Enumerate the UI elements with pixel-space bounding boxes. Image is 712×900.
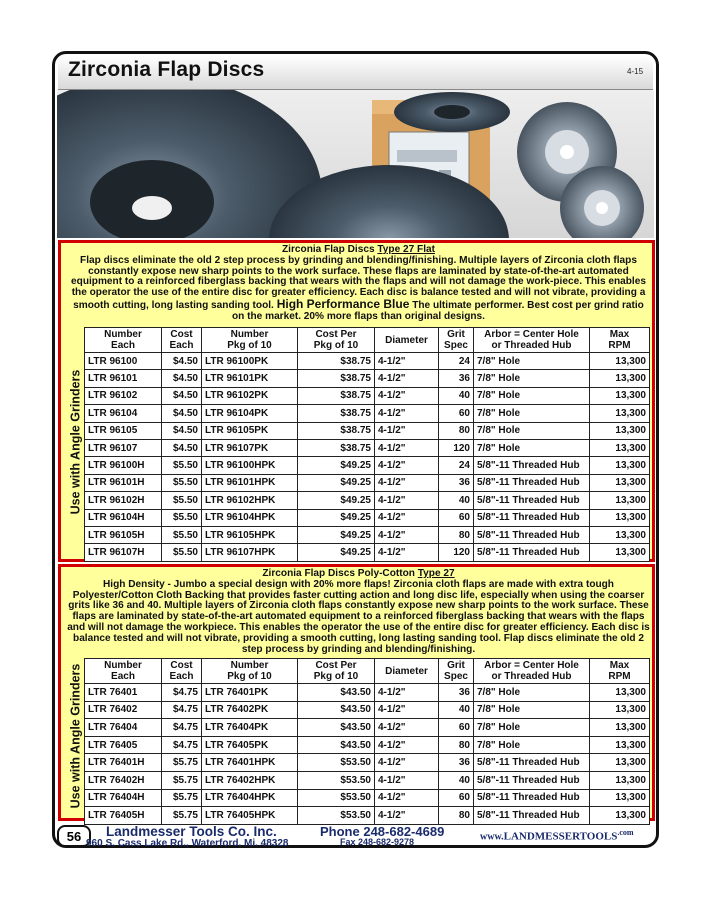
col-cost: Cost Each <box>162 328 202 353</box>
section1-description <box>67 245 650 323</box>
col-grit: Grit Spec <box>439 659 474 684</box>
grit: 36 <box>439 474 474 491</box>
item-number: LTR 96102 <box>85 387 162 404</box>
pkg-cost: $49.25 <box>298 509 375 526</box>
col-pkg: Number Pkg of 10 <box>202 659 298 684</box>
item-cost: $5.50 <box>162 509 202 526</box>
arbor: 5/8"-11 Threaded Hub <box>474 474 590 491</box>
item-number: LTR 76404H <box>85 789 162 807</box>
item-number: LTR 96107H <box>85 544 162 561</box>
pkg-cost: $38.75 <box>298 370 375 387</box>
diameter: 4-1/2" <box>375 789 439 807</box>
product-photo <box>57 90 654 238</box>
item-cost: $5.50 <box>162 457 202 474</box>
flap-disc-illustration <box>57 90 654 238</box>
section2-heading-type: Type 27 <box>417 568 455 579</box>
table-row <box>85 754 650 772</box>
item-cost: $5.75 <box>162 754 202 772</box>
pkg-cost: $49.25 <box>298 492 375 509</box>
item-cost: $4.50 <box>162 387 202 404</box>
col-diameter: Diameter <box>375 659 439 684</box>
col-number: Number Each <box>85 659 162 684</box>
section1-price-table <box>84 327 650 562</box>
item-cost: $4.50 <box>162 370 202 387</box>
item-number: LTR 76404 <box>85 719 162 737</box>
page-number: 56 <box>57 825 91 847</box>
pkg-cost: $53.50 <box>298 789 375 807</box>
diameter: 4-1/2" <box>375 701 439 719</box>
item-number: LTR 76401 <box>85 684 162 702</box>
page-reference: 4-15 <box>627 67 644 76</box>
pkg-cost: $38.75 <box>298 353 375 370</box>
arbor: 7/8" Hole <box>474 370 590 387</box>
max-rpm: 13,300 <box>590 701 650 719</box>
table-row <box>85 684 650 702</box>
pkg-number: LTR 96105PK <box>202 422 298 439</box>
arbor: 7/8" Hole <box>474 736 590 754</box>
pkg-number: LTR 76402HPK <box>202 771 298 789</box>
grit: 36 <box>439 684 474 702</box>
pkg-cost: $49.25 <box>298 544 375 561</box>
pkg-cost: $53.50 <box>298 771 375 789</box>
grit: 80 <box>439 422 474 439</box>
pkg-cost: $49.25 <box>298 526 375 543</box>
pkg-number: LTR 96105HPK <box>202 526 298 543</box>
col-cost-pkg: Cost Per Pkg of 10 <box>298 328 375 353</box>
table-row <box>85 387 650 404</box>
item-cost: $5.50 <box>162 544 202 561</box>
arbor: 5/8"-11 Threaded Hub <box>474 807 590 825</box>
max-rpm: 13,300 <box>590 526 650 543</box>
pkg-cost: $38.75 <box>298 439 375 456</box>
grit: 40 <box>439 387 474 404</box>
pkg-cost: $49.25 <box>298 457 375 474</box>
item-number: LTR 96105H <box>85 526 162 543</box>
pkg-number: LTR 76401PK <box>202 684 298 702</box>
section1-highlight: High Performance Blue <box>276 296 410 311</box>
grit: 40 <box>439 771 474 789</box>
pkg-number: LTR 76401HPK <box>202 754 298 772</box>
diameter: 4-1/2" <box>375 370 439 387</box>
max-rpm: 13,300 <box>590 439 650 456</box>
max-rpm: 13,300 <box>590 405 650 422</box>
table-row <box>85 736 650 754</box>
section-type27-flat <box>58 240 655 562</box>
max-rpm: 13,300 <box>590 509 650 526</box>
max-rpm: 13,300 <box>590 422 650 439</box>
pkg-number: LTR 96107PK <box>202 439 298 456</box>
diameter: 4-1/2" <box>375 457 439 474</box>
max-rpm: 13,300 <box>590 492 650 509</box>
arbor: 5/8"-11 Threaded Hub <box>474 771 590 789</box>
max-rpm: 13,300 <box>590 807 650 825</box>
page-title: Zirconia Flap Discs <box>68 58 265 81</box>
col-rpm: Max RPM <box>590 659 650 684</box>
item-number: LTR 96100H <box>85 457 162 474</box>
company-website[interactable]: $www.LANDMESSERTOOLS^{.com}$ <box>480 828 634 843</box>
arbor: 5/8"-11 Threaded Hub <box>474 544 590 561</box>
item-cost: $4.75 <box>162 684 202 702</box>
item-number: LTR 96101 <box>85 370 162 387</box>
company-name: Landmesser Tools Co. Inc. <box>106 824 277 839</box>
pkg-number: LTR 76404HPK <box>202 789 298 807</box>
section2-heading: Zirconia Flap Discs Poly-Cotton <box>262 568 415 579</box>
table-row <box>85 719 650 737</box>
col-grit: Grit Spec <box>439 328 474 353</box>
max-rpm: 13,300 <box>590 719 650 737</box>
pkg-number: LTR 76402PK <box>202 701 298 719</box>
item-cost: $5.75 <box>162 807 202 825</box>
grit: 60 <box>439 509 474 526</box>
section2-description <box>67 569 650 655</box>
item-cost: $5.75 <box>162 771 202 789</box>
company-phone: Phone 248-682-4689 <box>320 824 445 839</box>
max-rpm: 13,300 <box>590 370 650 387</box>
item-number: LTR 96107 <box>85 439 162 456</box>
pkg-cost: $49.25 <box>298 474 375 491</box>
item-cost: $5.75 <box>162 789 202 807</box>
pkg-number: LTR 96100HPK <box>202 457 298 474</box>
table-header-row <box>85 328 650 353</box>
arbor: 7/8" Hole <box>474 684 590 702</box>
grit: 24 <box>439 353 474 370</box>
grit: 120 <box>439 544 474 561</box>
item-cost: $4.50 <box>162 353 202 370</box>
diameter: 4-1/2" <box>375 405 439 422</box>
col-pkg: Number Pkg of 10 <box>202 328 298 353</box>
section2-body: High Density - Jumbo a special design with 20% more flaps! Zirconia cloth flaps are made with extra tough Polyester/Cotton Cloth Backing that provides faster cutting action and long disc life, especially when using the coarser grits like 36 and 40. Multiple layers of Zirconia cloth flaps constantly expose new sharp points to the work surface. These flaps are laminated by state-of-the-art automated equipment to a reinforced fiberglass backing that wears with the flaps and will not damage the workpiece. This enables the operator the use of the entire disc for greater efficiency. Each disc is balance tested and will not vibrate, providing a smooth cutting, long lasting sanding tool. Flap discs eliminate the old 2 step process by grinding and blending/finishing. <box>67 578 650 655</box>
table-row <box>85 526 650 543</box>
section1-body-a: Flap discs eliminate the old 2 step process by grinding and blending/finishing. Multiple layers of Zirconia cloth flaps constantly expose new sharp points to the work surface. These flaps are laminated by state-of-the-art automated equipment to a reinforced fiberglass backing that wears with the flaps and will not damage the work-piece. This enables the operator the use of the entire disc for greater efficiency. Each disc is balance tested and will not vibrate, providing a smooth cutting, long lasting sanding tool. <box>71 254 646 311</box>
grit: 60 <box>439 789 474 807</box>
item-cost: $4.50 <box>162 422 202 439</box>
max-rpm: 13,300 <box>590 387 650 404</box>
arbor: 7/8" Hole <box>474 439 590 456</box>
diameter: 4-1/2" <box>375 353 439 370</box>
item-cost: $4.50 <box>162 439 202 456</box>
arbor: 7/8" Hole <box>474 719 590 737</box>
col-cost: Cost Each <box>162 659 202 684</box>
item-number: LTR 96100 <box>85 353 162 370</box>
arbor: 7/8" Hole <box>474 701 590 719</box>
pkg-number: LTR 96100PK <box>202 353 298 370</box>
table-row <box>85 353 650 370</box>
item-number: LTR 96104 <box>85 405 162 422</box>
grit: 24 <box>439 457 474 474</box>
col-number: Number Each <box>85 328 162 353</box>
grit: 40 <box>439 701 474 719</box>
table-row <box>85 405 650 422</box>
grit: 40 <box>439 492 474 509</box>
diameter: 4-1/2" <box>375 754 439 772</box>
col-arbor: Arbor = Center Hole or Threaded Hub <box>474 659 590 684</box>
grit: 60 <box>439 719 474 737</box>
table-row <box>85 544 650 561</box>
pkg-cost: $43.50 <box>298 701 375 719</box>
diameter: 4-1/2" <box>375 474 439 491</box>
pkg-cost: $43.50 <box>298 684 375 702</box>
item-number: LTR 96101H <box>85 474 162 491</box>
pkg-number: LTR 96101HPK <box>202 474 298 491</box>
arbor: 7/8" Hole <box>474 405 590 422</box>
max-rpm: 13,300 <box>590 754 650 772</box>
pkg-cost: $38.75 <box>298 422 375 439</box>
table-row <box>85 439 650 456</box>
table-header-row <box>85 659 650 684</box>
pkg-cost: $53.50 <box>298 754 375 772</box>
grit: 80 <box>439 807 474 825</box>
arbor: 5/8"-11 Threaded Hub <box>474 754 590 772</box>
max-rpm: 13,300 <box>590 771 650 789</box>
col-arbor: Arbor = Center Hole or Threaded Hub <box>474 328 590 353</box>
table-row <box>85 509 650 526</box>
section-poly-cotton <box>58 564 655 821</box>
company-fax: Fax 248-682-9278 <box>340 837 415 847</box>
max-rpm: 13,300 <box>590 736 650 754</box>
table-row <box>85 422 650 439</box>
table-row <box>85 457 650 474</box>
arbor: 7/8" Hole <box>474 422 590 439</box>
pkg-cost: $38.75 <box>298 405 375 422</box>
diameter: 4-1/2" <box>375 387 439 404</box>
grit: 80 <box>439 736 474 754</box>
item-number: LTR 76405H <box>85 807 162 825</box>
table-row <box>85 789 650 807</box>
arbor: 5/8"-11 Threaded Hub <box>474 492 590 509</box>
item-cost: $5.50 <box>162 474 202 491</box>
pkg-cost: $53.50 <box>298 807 375 825</box>
col-rpm: Max RPM <box>590 328 650 353</box>
item-cost: $4.75 <box>162 719 202 737</box>
diameter: 4-1/2" <box>375 439 439 456</box>
item-number: LTR 76402 <box>85 701 162 719</box>
arbor: 5/8"-11 Threaded Hub <box>474 509 590 526</box>
section2-price-table <box>84 658 650 825</box>
diameter: 4-1/2" <box>375 526 439 543</box>
table-row <box>85 771 650 789</box>
diameter: 4-1/2" <box>375 719 439 737</box>
pkg-cost: $38.75 <box>298 387 375 404</box>
grit: 36 <box>439 754 474 772</box>
max-rpm: 13,300 <box>590 457 650 474</box>
section1-heading: Zirconia Flap Discs <box>282 244 375 255</box>
diameter: 4-1/2" <box>375 807 439 825</box>
diameter: 4-1/2" <box>375 544 439 561</box>
item-cost: $4.50 <box>162 405 202 422</box>
section1-heading-type: Type 27 Flat <box>377 244 435 255</box>
diameter: 4-1/2" <box>375 492 439 509</box>
col-diameter: Diameter <box>375 328 439 353</box>
diameter: 4-1/2" <box>375 509 439 526</box>
table-row <box>85 807 650 825</box>
pkg-number: LTR 96104PK <box>202 405 298 422</box>
pkg-number: LTR 96107HPK <box>202 544 298 561</box>
pkg-number: LTR 76405HPK <box>202 807 298 825</box>
arbor: 5/8"-11 Threaded Hub <box>474 457 590 474</box>
item-cost: $5.50 <box>162 492 202 509</box>
pkg-cost: $43.50 <box>298 719 375 737</box>
pkg-number: LTR 96102HPK <box>202 492 298 509</box>
max-rpm: 13,300 <box>590 353 650 370</box>
table-row <box>85 474 650 491</box>
grit: 60 <box>439 405 474 422</box>
grit: 36 <box>439 370 474 387</box>
arbor: 5/8"-11 Threaded Hub <box>474 526 590 543</box>
pkg-number: LTR 96101PK <box>202 370 298 387</box>
section2-side-label: Use with Angle Grinders <box>68 663 83 809</box>
arbor: 7/8" Hole <box>474 387 590 404</box>
arbor: 5/8"-11 Threaded Hub <box>474 789 590 807</box>
item-number: LTR 76402H <box>85 771 162 789</box>
grit: 120 <box>439 439 474 456</box>
item-cost: $5.50 <box>162 526 202 543</box>
table-row <box>85 701 650 719</box>
max-rpm: 13,300 <box>590 789 650 807</box>
section1-body-b: The ultimate performer. Best cost per grind ratio on the market. 20% more flaps than original designs. <box>232 299 644 322</box>
max-rpm: 13,300 <box>590 474 650 491</box>
section1-side-label: Use with Angle Grinders <box>68 369 83 515</box>
item-cost: $4.75 <box>162 736 202 754</box>
pkg-number: LTR 76405PK <box>202 736 298 754</box>
item-number: LTR 76401H <box>85 754 162 772</box>
item-number: LTR 96102H <box>85 492 162 509</box>
pkg-number: LTR 96104HPK <box>202 509 298 526</box>
pkg-number: LTR 96102PK <box>202 387 298 404</box>
item-cost: $4.75 <box>162 701 202 719</box>
max-rpm: 13,300 <box>590 684 650 702</box>
col-cost-pkg: Cost Per Pkg of 10 <box>298 659 375 684</box>
max-rpm: 13,300 <box>590 544 650 561</box>
pkg-number: LTR 76404PK <box>202 719 298 737</box>
item-number: LTR 96104H <box>85 509 162 526</box>
diameter: 4-1/2" <box>375 422 439 439</box>
pkg-cost: $43.50 <box>298 736 375 754</box>
table-row <box>85 370 650 387</box>
grit: 80 <box>439 526 474 543</box>
table-row <box>85 492 650 509</box>
diameter: 4-1/2" <box>375 684 439 702</box>
company-address: 960 S. Cass Lake Rd., Waterford, Mi. 48328 <box>86 838 289 849</box>
diameter: 4-1/2" <box>375 736 439 754</box>
item-number: LTR 96105 <box>85 422 162 439</box>
arbor: 7/8" Hole <box>474 353 590 370</box>
diameter: 4-1/2" <box>375 771 439 789</box>
item-number: LTR 76405 <box>85 736 162 754</box>
